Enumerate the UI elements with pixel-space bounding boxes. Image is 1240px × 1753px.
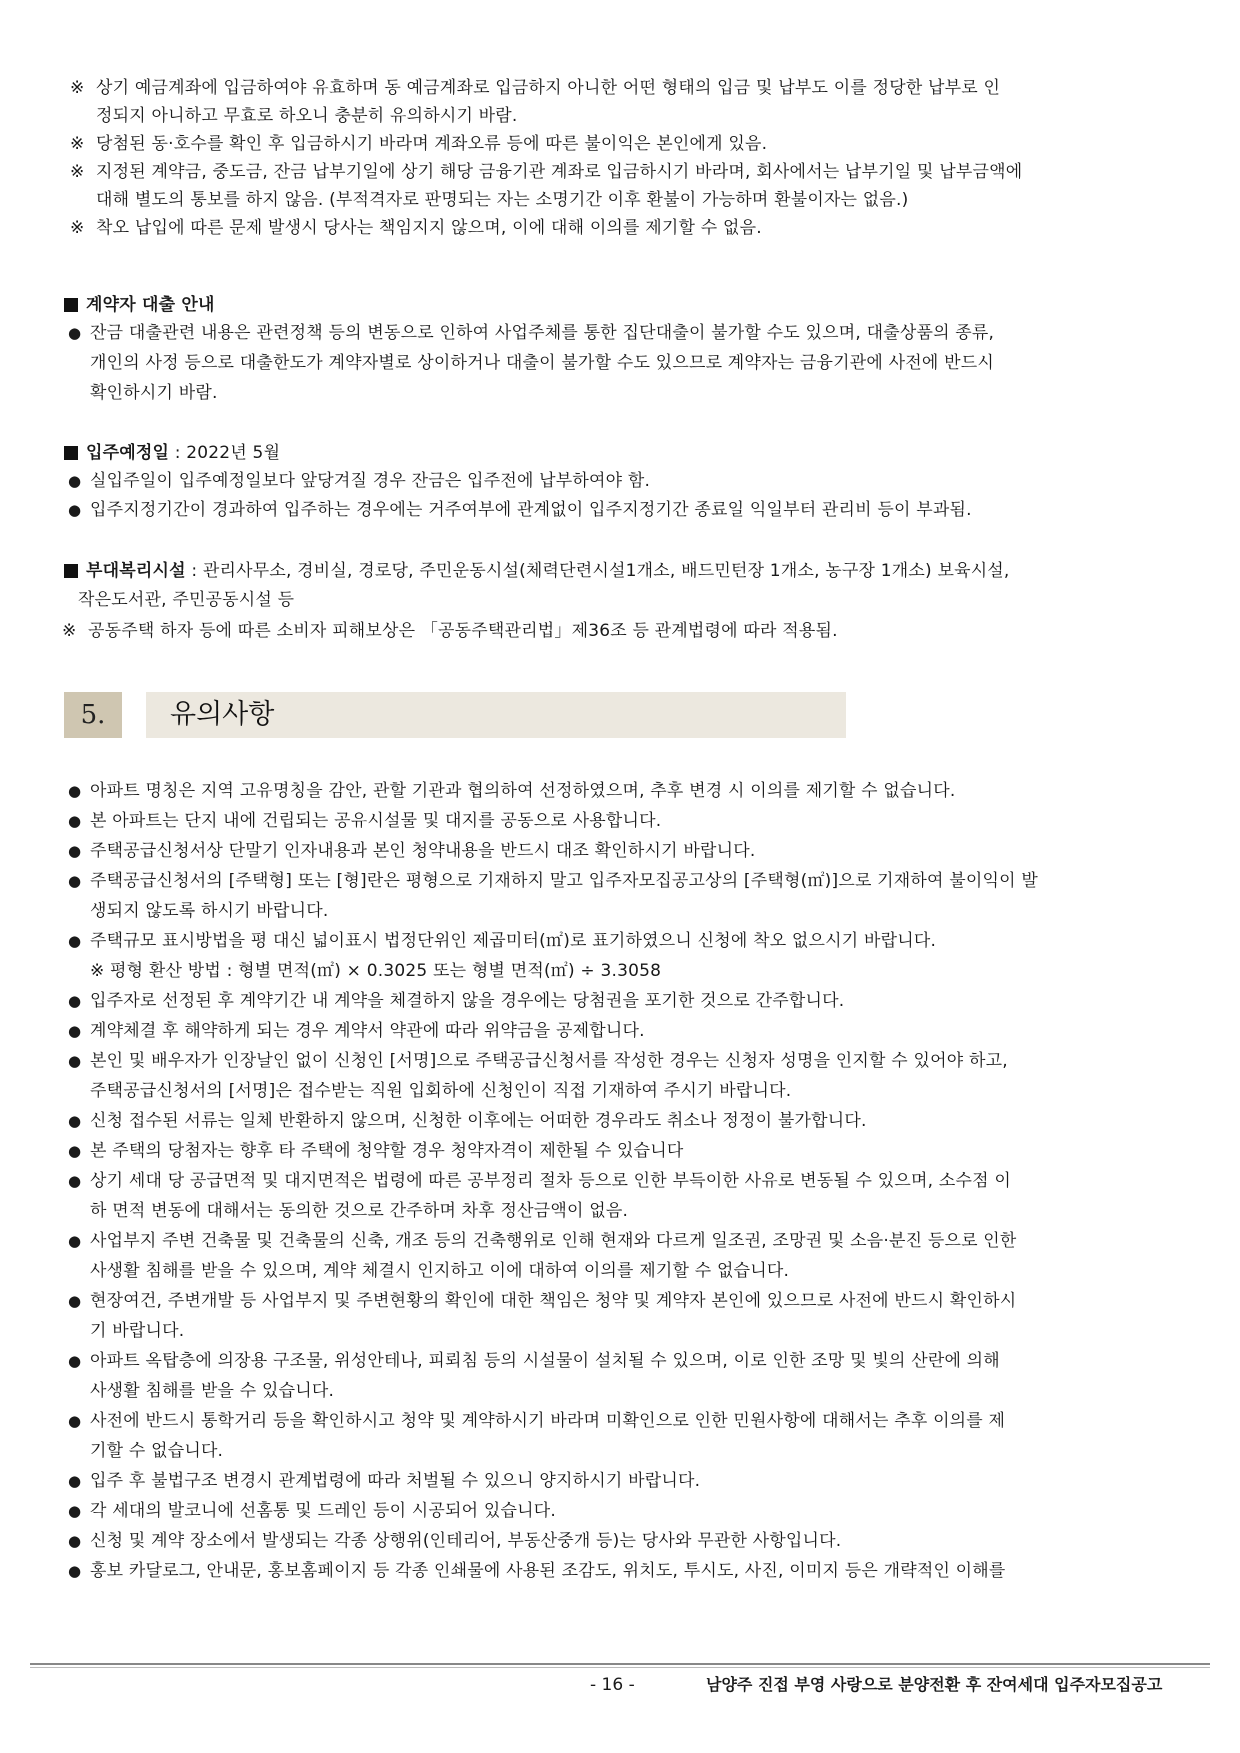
note-mark: ※: [70, 162, 85, 182]
facilities-heading: 부대복리시설: [86, 561, 186, 581]
bullet-icon: ●: [68, 1292, 82, 1310]
note-text: 대해 별도의 통보를 하지 않음. (부적격자로 판명되는 자는 소명기간 이후 환불이 가능하며 환불이자는 없음.): [96, 190, 909, 210]
section-number: 5.: [64, 692, 122, 738]
note-text: 지정된 계약금, 중도금, 잔금 납부기일에 상기 해당 금융기관 계좌로 입금하시기 바라며, 회사에서는 납부기일 및 납부금액에: [96, 162, 1023, 182]
caution-item: 계약체결 후 해약하게 되는 경우 계약서 약관에 따라 위약금을 공제합니다.: [90, 1021, 645, 1041]
caution-item: 본 아파트는 단지 내에 건립되는 공유시설물 및 대지를 공동으로 사용합니다.: [90, 811, 662, 831]
caution-item: 현장여건, 주변개발 등 사업부지 및 주변현황의 확인에 대한 책임은 청약 및 계약자 본인에 있으므로 사전에 반드시 확인하시: [90, 1291, 1017, 1311]
caution-item: 주택공급신청서의 [서명]은 접수받는 직원 입회하에 신청인이 직접 기재하여 주시기 바랍니다.: [90, 1081, 792, 1101]
caution-item: 기 바랍니다.: [90, 1321, 185, 1341]
bullet-icon: ●: [68, 324, 82, 342]
caution-item: 입주 후 불법구조 변경시 관계법령에 따라 처벌될 수 있으니 양지하시기 바랍니다.: [90, 1471, 701, 1491]
caution-note: ※ 평형 환산 방법 : 형별 면적(㎡) × 0.3025 또는 형별 면적(㎡) ÷ 3.3058: [90, 961, 662, 981]
note-text: 정되지 아니하고 무효로 하오니 충분히 유의하시기 바람.: [96, 106, 518, 126]
loan-text: 개인의 사정 등으로 대출한도가 계약자별로 상이하거나 대출이 불가할 수도 있으므로 계약자는 금융기관에 사전에 반드시: [90, 353, 994, 373]
footer-divider: [30, 1667, 1210, 1668]
bullet-icon: ●: [68, 842, 82, 860]
note-mark: ※: [62, 621, 77, 641]
movein-line: [86, 441, 280, 465]
bullet-icon: ●: [68, 932, 82, 950]
caution-item: 본인 및 배우자가 인장날인 없이 신청인 [서명]으로 주택공급신청서를 작성한 경우는 신청자 성명을 인지할 수 있어야 하고,: [90, 1051, 1008, 1071]
caution-item: 하 면적 변동에 대해서는 동의한 것으로 간주하며 차후 정산금액이 없음.: [90, 1201, 629, 1221]
caution-item: 아파트 옥탑층에 의장용 구조물, 위성안테나, 피뢰침 등의 시설물이 설치될 수 있으며, 이로 인한 조망 및 빛의 산란에 의해: [90, 1351, 1000, 1371]
movein-date: : 2022년 5월: [169, 443, 281, 463]
caution-item: 주택공급신청서의 [주택형] 또는 [형]란은 평형으로 기재하지 말고 입주자모집공고상의 [주택형(㎡)]으로 기재하여 불이익이 발: [90, 871, 1038, 891]
loan-text: 잔금 대출관련 내용은 관련정책 등의 변동으로 인하여 사업주체를 통한 집단대출이 불가할 수도 있으며, 대출상품의 종류,: [90, 323, 995, 343]
caution-item: 사전에 반드시 통학거리 등을 확인하시고 청약 및 계약하시기 바라며 미확인으로 인한 민원사항에 대해서는 추후 이의를 제: [90, 1411, 1006, 1431]
movein-heading: 입주예정일: [86, 443, 170, 463]
loan-heading: 계약자 대출 안내: [86, 295, 215, 315]
movein-text: 입주지정기간이 경과하여 입주하는 경우에는 거주여부에 관계없이 입주지정기간 종료일 익일부터 관리비 등이 부과됨.: [90, 500, 972, 520]
caution-item: 본 주택의 당첨자는 향후 타 주택에 청약할 경우 청약자격이 제한될 수 있습니다: [90, 1141, 684, 1161]
note-mark: ※: [70, 78, 85, 98]
caution-item: 사생활 침해를 받을 수 있습니다.: [90, 1381, 335, 1401]
bullet-icon: ●: [68, 872, 82, 890]
square-bullet-icon: [64, 564, 78, 578]
caution-item: 홍보 카달로그, 안내문, 홍보홈페이지 등 각종 인쇄물에 사용된 조감도, 위치도, 투시도, 사진, 이미지 등은 개략적인 이해를: [90, 1561, 1006, 1581]
bullet-icon: ●: [68, 472, 82, 490]
bullet-icon: ●: [68, 1532, 82, 1550]
bullet-icon: ●: [68, 1112, 82, 1130]
section-title: 유의사항: [146, 692, 846, 738]
facilities-text: : 관리사무소, 경비실, 경로당, 주민운동시설(체력단련시설1개소, 배드민턴장 1개소, 농구장 1개소) 보육시설,: [185, 561, 1010, 581]
caution-item: 상기 세대 당 공급면적 및 대지면적은 법령에 따른 공부정리 절차 등으로 인한 부득이한 사유로 변동될 수 있으며, 소수점 이: [90, 1171, 1011, 1191]
caution-item: 사업부지 주변 건축물 및 건축물의 신축, 개조 등의 건축행위로 인해 현재와 다르게 일조권, 조망권 및 소음·분진 등으로 인한: [90, 1231, 1017, 1251]
bullet-icon: ●: [68, 782, 82, 800]
bullet-icon: ●: [68, 1412, 82, 1430]
bullet-icon: ●: [68, 1472, 82, 1490]
bullet-icon: ●: [68, 1142, 82, 1160]
bullet-icon: ●: [68, 1562, 82, 1580]
note-mark: ※: [70, 134, 85, 154]
note-text: 착오 납입에 따른 문제 발생시 당사는 책임지지 않으며, 이에 대해 이의를 제기할 수 없음.: [96, 218, 762, 238]
square-bullet-icon: [64, 446, 78, 460]
bullet-icon: ●: [68, 1502, 82, 1520]
bullet-icon: ●: [68, 812, 82, 830]
caution-item: 신청 및 계약 장소에서 발생되는 각종 상행위(인테리어, 부동산중개 등)는 당사와 무관한 사항입니다.: [90, 1531, 842, 1551]
facilities-note: 공동주택 하자 등에 따른 소비자 피해보상은 「공동주택관리법」제36조 등 관계법령에 따라 적용됨.: [88, 621, 838, 641]
bullet-icon: ●: [68, 1052, 82, 1070]
bullet-icon: ●: [68, 501, 82, 519]
facilities-line: [86, 559, 1010, 583]
loan-text: 확인하시기 바람.: [90, 383, 218, 403]
movein-text: 실입주일이 입주예정일보다 앞당겨질 경우 잔금은 입주전에 납부하여야 함.: [90, 471, 651, 491]
caution-item: 신청 접수된 서류는 일체 반환하지 않으며, 신청한 이후에는 어떠한 경우라도 취소나 정정이 불가합니다.: [90, 1111, 867, 1131]
caution-item: 생되지 않도록 하시기 바랍니다.: [90, 901, 329, 921]
note-text: 상기 예금계좌에 입금하여야 유효하며 동 예금계좌로 입금하지 아니한 어떤 형태의 입금 및 납부도 이를 정당한 납부로 인: [96, 78, 1001, 98]
caution-item: 기할 수 없습니다.: [90, 1441, 224, 1461]
bullet-icon: ●: [68, 992, 82, 1010]
caution-item: 입주자로 선정된 후 계약기간 내 계약을 체결하지 않을 경우에는 당첨권을 포기한 것으로 간주합니다.: [90, 991, 845, 1011]
note-text: 당첨된 동·호수를 확인 후 입금하시기 바라며 계좌오류 등에 따른 불이익은 본인에게 있음.: [96, 134, 768, 154]
caution-item: 주택규모 표시방법을 평 대신 넓이표시 법정단위인 제곱미터(㎡)로 표기하였으니 신청에 착오 없으시기 바랍니다.: [90, 931, 937, 951]
caution-item: 사생활 침해를 받을 수 있으며, 계약 체결시 인지하고 이에 대하여 이의를 제기할 수 없습니다.: [90, 1261, 790, 1281]
page-number: - 16 -: [590, 1675, 635, 1695]
caution-item: 각 세대의 발코니에 선홈통 및 드레인 등이 시공되어 있습니다.: [90, 1501, 556, 1521]
footer-title: 남양주 진접 부영 사랑으로 분양전환 후 잔여세대 입주자모집공고: [706, 1675, 1163, 1694]
bullet-icon: ●: [68, 1232, 82, 1250]
bullet-icon: ●: [68, 1352, 82, 1370]
bullet-icon: ●: [68, 1022, 82, 1040]
footer-divider: [30, 1663, 1210, 1665]
note-mark: ※: [70, 218, 85, 238]
square-bullet-icon: [64, 298, 78, 312]
caution-item: 아파트 명칭은 지역 고유명칭을 감안, 관할 기관과 협의하여 선정하였으며, 추후 변경 시 이의를 제기할 수 없습니다.: [90, 781, 956, 801]
bullet-icon: ●: [68, 1172, 82, 1190]
facilities-text: 작은도서관, 주민공동시설 등: [78, 590, 295, 610]
caution-item: 주택공급신청서상 단말기 인자내용과 본인 청약내용을 반드시 대조 확인하시기 바랍니다.: [90, 841, 756, 861]
